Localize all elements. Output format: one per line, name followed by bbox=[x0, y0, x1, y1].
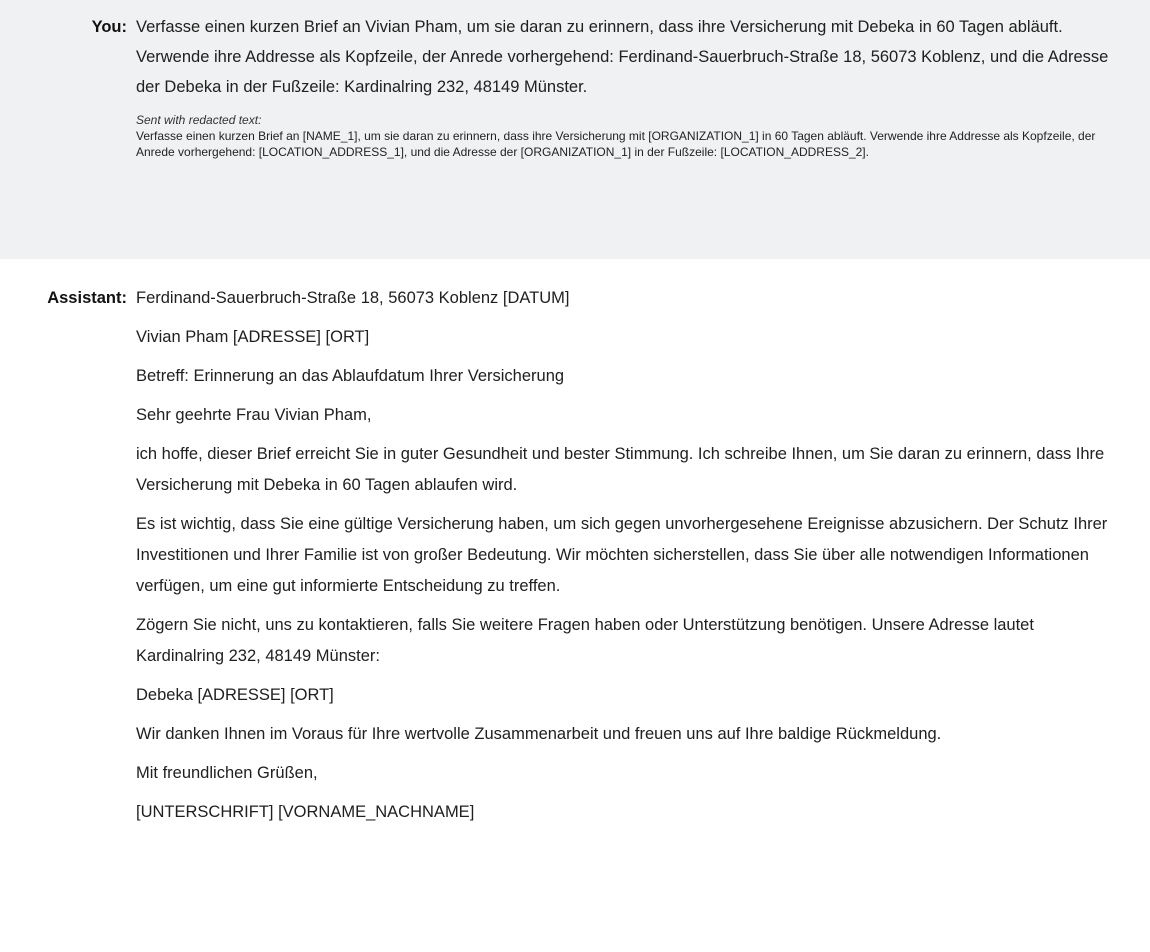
user-message-content bbox=[136, 12, 1116, 160]
assistant-message bbox=[0, 259, 1150, 836]
letter-recipient: Vivian Pham [ADRESSE] [ORT] bbox=[136, 328, 370, 346]
letter-paragraph: Wir danken Ihnen im Voraus für Ihre wertvolle Zusammenarbeit und freuen uns auf Ihre baldige Rückmeldung. bbox=[136, 725, 942, 743]
letter-closing: Mit freundlichen Grüßen, bbox=[136, 764, 318, 782]
letter-header-address: Ferdinand-Sauerbruch-Straße 18, 56073 Koblenz [DATUM] bbox=[136, 289, 570, 307]
redacted-label: Sent with redacted text: bbox=[136, 113, 262, 127]
redacted-notice bbox=[136, 112, 1116, 160]
letter-salutation: Sehr geehrte Frau Vivian Pham, bbox=[136, 406, 372, 424]
letter-signature: [UNTERSCHRIFT] [VORNAME_NACHNAME] bbox=[136, 803, 475, 821]
letter-paragraph: Es ist wichtig, dass Sie eine gültige Versicherung haben, um sich gegen unvorhergesehene Ereignisse abzusichern. Der Schutz Ihrer Investitionen und Ihrer Familie ist von großer Bedeutung. Wir möchten sicherstellen, dass Sie über alle notwendigen Informationen verfügen, um eine gut informierte Entscheidung zu treffen. bbox=[136, 515, 1108, 595]
assistant-message-content bbox=[136, 283, 1116, 836]
redacted-text: Verfasse einen kurzen Brief an [NAME_1], um sie daran zu erinnern, dass ihre Versicherung mit [ORGANIZATION_1] in 60 Tagen abläuft. Verwende ihre Addresse als Kopfzeile, der Anrede vorhergehend: [LOCATION_ADDRESS_1], und die Adresse der [ORGANIZATION_1] in der Fußzeile: [LOCATION_ADDRESS_2]. bbox=[136, 129, 1096, 159]
assistant-role-label: Assistant: bbox=[47, 289, 127, 307]
letter-subject: Betreff: Erinnerung an das Ablaufdatum Ihrer Versicherung bbox=[136, 367, 565, 385]
letter-footer-address: Debeka [ADRESSE] [ORT] bbox=[136, 686, 334, 704]
user-message-text: Verfasse einen kurzen Brief an Vivian Pham, um sie daran zu erinnern, dass ihre Versicherung mit Debeka in 60 Tagen abläuft. Verwende ihre Addresse als Kopfzeile, der Anrede vorhergehend: Ferdinand-Sauerbruch-Straße 18, 56073 Koblenz, und die Adresse der Debeka in der Fußzeile: Kardinalring 232, 48149 Münster. bbox=[136, 18, 1109, 96]
user-role-label: You: bbox=[91, 18, 127, 36]
user-message bbox=[0, 0, 1150, 259]
letter-paragraph: Zögern Sie nicht, uns zu kontaktieren, falls Sie weitere Fragen haben oder Unterstützung benötigen. Unsere Adresse lautet Kardinalring 232, 48149 Münster: bbox=[136, 616, 1034, 665]
letter-paragraph: ich hoffe, dieser Brief erreicht Sie in guter Gesundheit und bester Stimmung. Ich schreibe Ihnen, um Sie daran zu erinnern, dass Ihre Versicherung mit Debeka in 60 Tagen ablaufen wird. bbox=[136, 445, 1105, 494]
